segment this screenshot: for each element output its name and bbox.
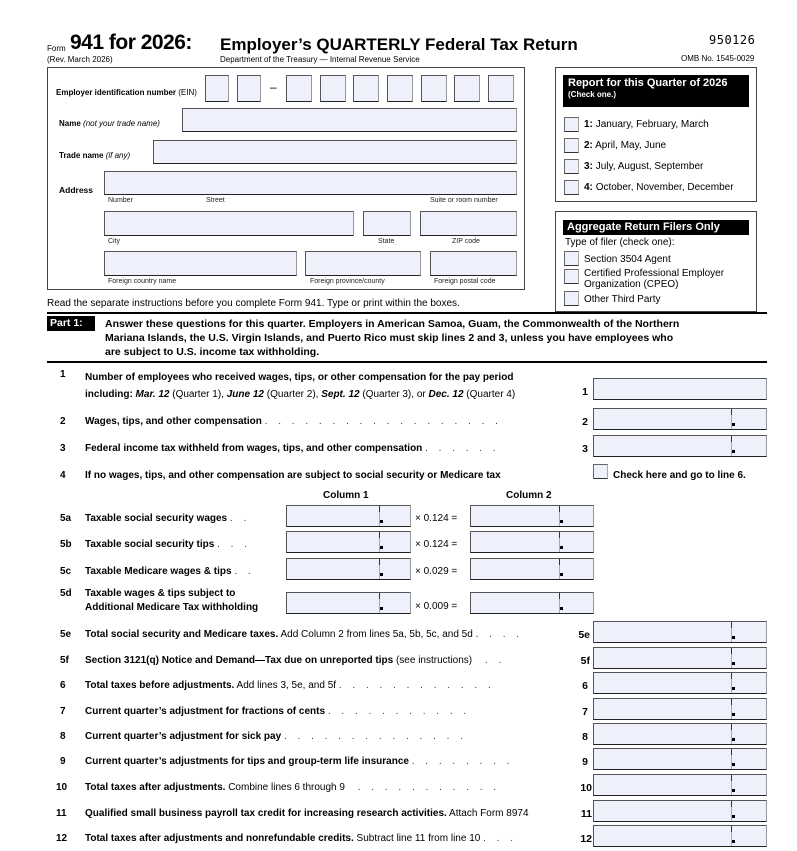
part1-tag: Part 1: <box>47 316 95 331</box>
line-5e-box-number: 5e <box>578 629 590 641</box>
foreign-province-input[interactable] <box>305 251 421 276</box>
line-5d-column-2-input[interactable] <box>470 592 594 614</box>
line-5b-column-1-input[interactable] <box>286 531 411 553</box>
quarter-3-label: 3: July, August, September <box>584 161 704 172</box>
quarter-2-label: 2: April, May, June <box>584 140 667 151</box>
line-2-description: Wages, tips, and other compensation . . . . . . . . . . . . . . . . . . <box>85 416 502 427</box>
ein-digit-7[interactable] <box>421 75 447 102</box>
name-label: Name (not your trade name) <box>59 119 160 128</box>
form-prefix: Form <box>47 44 66 53</box>
ein-digit-1[interactable] <box>205 75 229 102</box>
line-1-employee-count-input[interactable] <box>593 378 767 400</box>
line-5e-total-input[interactable] <box>593 621 767 643</box>
line-5b-number: 5b <box>60 539 72 550</box>
trade-name-label: Trade name (if any) <box>59 151 131 160</box>
line-12-box-number: 12 <box>580 833 592 845</box>
line-6-description: Total taxes before adjustments. Add lines 3, 5e, and 5f . . . . . . . . . . . . <box>85 680 495 691</box>
line-10-input[interactable] <box>593 774 767 796</box>
line-10-box-number: 10 <box>580 782 592 794</box>
line-5d-multiplier: × 0.009 = <box>415 601 458 612</box>
line-5c-column-1-input[interactable] <box>286 558 411 580</box>
line-5a-column-1-input[interactable] <box>286 505 411 527</box>
line-5f-description: Section 3121(q) Notice and Demand—Tax due on unreported tips (see instructions) . . <box>85 655 506 666</box>
line-2-number: 2 <box>60 416 66 427</box>
foreign-postal-input[interactable] <box>430 251 517 276</box>
line-11-description: Qualified small business payroll tax credit for increasing research activities. Attach Form 8974 <box>85 808 529 819</box>
ein-dash: – <box>270 80 277 94</box>
line-11-box-number: 11 <box>580 808 592 820</box>
other-third-party-label: Other Third Party <box>584 294 661 305</box>
form-code: 950126 <box>709 33 756 47</box>
ein-digit-8[interactable] <box>454 75 480 102</box>
line-10-description: Total taxes after adjustments. Combine lines 6 through 9 . . . . . . . . . . . <box>85 782 501 793</box>
line-5f-input[interactable] <box>593 647 767 669</box>
line-3-box-number: 3 <box>582 443 588 455</box>
line-7-number: 7 <box>60 706 66 717</box>
line-5a-description: Taxable social security wages . . <box>85 513 251 524</box>
foreign-country-input[interactable] <box>104 251 297 276</box>
line-7-input[interactable] <box>593 698 767 720</box>
line-8-number: 8 <box>60 731 66 742</box>
line-4-description: If no wages, tips, and other compensation are subject to social security or Medicare tax <box>85 470 501 481</box>
line-3-description: Federal income tax withheld from wages, tips, and other compensation . . . . . . <box>85 443 500 454</box>
ein-digit-2[interactable] <box>237 75 261 102</box>
line-5b-multiplier: × 0.124 = <box>415 539 458 550</box>
cpeo-label: Certified Professional Employer Organization (CPEO) <box>584 268 725 290</box>
aggregate-subtitle: Type of filer (check one): <box>565 237 675 248</box>
line-5d-column-1-input[interactable] <box>286 592 411 614</box>
line-11-number: 11 <box>56 808 67 819</box>
line-8-description: Current quarter’s adjustment for sick pay . . . . . . . . . . . . . . <box>85 731 467 742</box>
section-3504-label: Section 3504 Agent <box>584 254 671 265</box>
street-address-input[interactable] <box>104 171 517 195</box>
line-8-input[interactable] <box>593 723 767 745</box>
state-input[interactable] <box>363 211 411 236</box>
line-5c-number: 5c <box>60 566 72 577</box>
line-1-description: Number of employees who received wages, tips, or other compensation for the pay period including: Mar. 12 (Quarter 1), June 12 (Quarter 2), Sept. 12 (Quarter 3), or Dec. 12 (Quarter 4) <box>85 372 516 400</box>
line-5f-number: 5f <box>60 655 69 666</box>
quarter-4-label: 4: October, November, December <box>584 182 734 193</box>
line-5a-column-2-input[interactable] <box>470 505 594 527</box>
form-number-title: 941 for 2026: <box>70 31 192 54</box>
line-7-description: Current quarter’s adjustment for fractions of cents . . . . . . . . . . . <box>85 706 471 717</box>
line-10-number: 10 <box>56 782 68 793</box>
line-5a-number: 5a <box>60 513 72 524</box>
other-third-party-checkbox[interactable] <box>564 291 579 306</box>
line-4-check-label: Check here and go to line 6. <box>613 470 746 481</box>
part1-bottom-rule <box>47 361 767 363</box>
ein-digit-4[interactable] <box>320 75 346 102</box>
zip-label: ZIP code <box>452 238 480 245</box>
city-label: City <box>108 238 121 245</box>
foreign-postal-label: Foreign postal code <box>434 278 496 285</box>
line-3-federal-withheld-input[interactable] <box>593 435 767 457</box>
ein-digit-3[interactable] <box>286 75 312 102</box>
line-4-checkbox[interactable] <box>593 464 608 479</box>
line-5c-multiplier: × 0.029 = <box>415 566 458 577</box>
part1-top-rule <box>47 312 767 314</box>
line-9-box-number: 9 <box>582 756 588 768</box>
line-2-wages-input[interactable] <box>593 408 767 430</box>
ein-digit-6[interactable] <box>387 75 413 102</box>
line-6-number: 6 <box>60 680 66 691</box>
line-5d-number: 5d <box>60 588 72 599</box>
quarter-subtitle: (Check one.) <box>568 90 617 99</box>
foreign-province-label: Foreign province/county <box>310 278 385 285</box>
page-title: Employer’s QUARTERLY Federal Tax Return <box>220 35 578 54</box>
quarter-1-checkbox[interactable] <box>564 117 579 132</box>
quarter-box-header <box>563 75 749 107</box>
ein-digit-5[interactable] <box>353 75 379 102</box>
line-12-description: Total taxes after adjustments and nonrefundable credits. Subtract line 11 from line 10 . . . <box>85 833 518 844</box>
ein-digit-9[interactable] <box>488 75 514 102</box>
line-2-box-number: 2 <box>582 416 588 428</box>
line-7-box-number: 7 <box>582 706 588 718</box>
section-3504-checkbox[interactable] <box>564 251 579 266</box>
line-6-box-number: 6 <box>582 680 588 692</box>
cpeo-checkbox[interactable] <box>564 269 579 284</box>
line-1-number: 1 <box>60 369 66 380</box>
omb-number: OMB No. 1545-0029 <box>681 54 755 63</box>
state-label: State <box>378 238 395 245</box>
form-header <box>47 33 767 65</box>
line-9-description: Current quarter’s adjustments for tips and group-term life insurance . . . . . . . . <box>85 756 514 767</box>
line-6-input[interactable] <box>593 672 767 694</box>
instructions-text: Read the separate instructions before you complete Form 941. Type or print within the boxes. <box>47 298 460 309</box>
zip-input[interactable] <box>420 211 517 236</box>
aggregate-title: Aggregate Return Filers Only <box>563 220 749 235</box>
suite-label: Suite or room number <box>430 197 498 204</box>
line-5c-column-2-input[interactable] <box>470 558 594 580</box>
trade-name-input[interactable] <box>153 140 517 164</box>
line-5c-description: Taxable Medicare wages & tips . . <box>85 566 255 577</box>
line-5a-multiplier: × 0.124 = <box>415 513 458 524</box>
line-5b-column-2-input[interactable] <box>470 531 594 553</box>
quarter-2-checkbox[interactable] <box>564 138 579 153</box>
line-4-number: 4 <box>60 470 66 481</box>
line-8-box-number: 8 <box>582 731 588 743</box>
line-5e-description: Total social security and Medicare taxes. Add Column 2 from lines 5a, 5b, 5c, and 5d . . . . <box>85 629 524 640</box>
address-label: Address <box>59 185 94 195</box>
line-3-number: 3 <box>60 443 66 454</box>
street-label: Street <box>206 197 225 204</box>
line-5b-description: Taxable social security tips . . . <box>85 539 252 550</box>
quarter-4-checkbox[interactable] <box>564 180 579 195</box>
line-9-number: 9 <box>60 756 66 767</box>
column-2-header: Column 2 <box>506 490 552 501</box>
city-input[interactable] <box>104 211 354 236</box>
quarter-1-label: 1: January, February, March <box>584 119 709 130</box>
line-9-input[interactable] <box>593 748 767 770</box>
quarter-3-checkbox[interactable] <box>564 159 579 174</box>
column-1-header: Column 1 <box>323 490 369 501</box>
line-12-input[interactable] <box>593 825 767 847</box>
department-label: Department of the Treasury — Internal Revenue Service <box>220 55 420 64</box>
form-revision: (Rev. March 2026) <box>47 55 113 64</box>
line-5e-number: 5e <box>60 629 72 640</box>
line-5f-box-number: 5f <box>580 655 590 667</box>
ein-label: Employer identification number (EIN) <box>56 88 197 97</box>
number-label: Number <box>108 197 133 204</box>
line-11-input[interactable] <box>593 800 767 822</box>
line-5d-description: Taxable wages & tips subject to Additional Medicare Tax withholding <box>85 588 259 613</box>
foreign-country-label: Foreign country name <box>108 278 177 285</box>
part1-description: Answer these questions for this quarter. Employers in American Samoa, Guam, the Commonwealth of the Northern Mariana Islands, the U.S. Virgin Islands, and Puerto Rico must skip lines 2 and 3, unless you have employees who are subject to U.S. income tax withholding. <box>105 318 680 358</box>
name-input[interactable] <box>182 108 517 132</box>
quarter-title: Report for this Quarter of 2026 <box>568 77 728 89</box>
line-12-number: 12 <box>56 833 68 844</box>
line-1-box-number: 1 <box>582 386 588 398</box>
